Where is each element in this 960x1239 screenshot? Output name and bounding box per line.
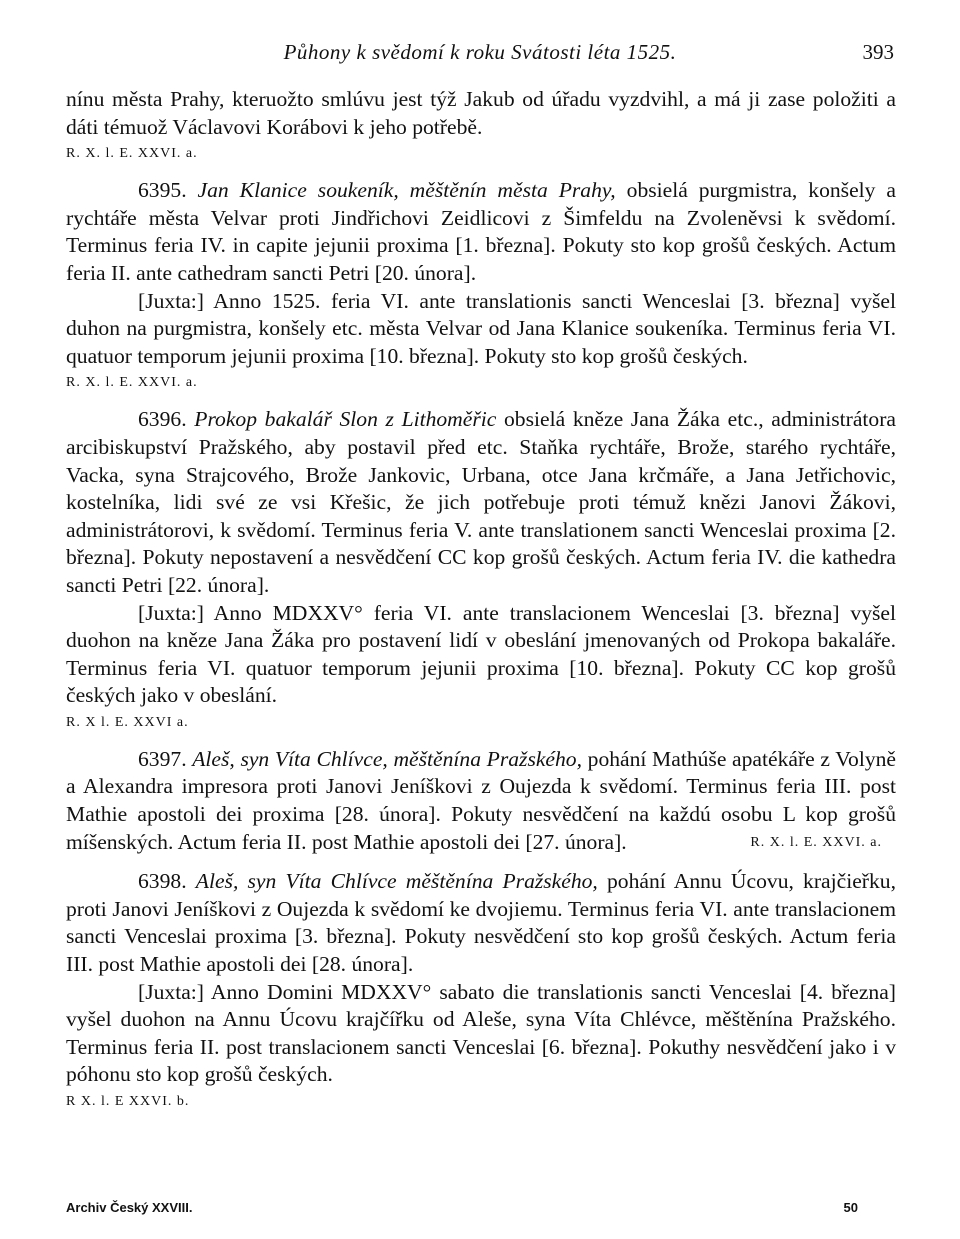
- sheet-number: 50: [843, 1200, 858, 1215]
- paragraph: [Juxta:] Anno MDXXV° feria VI. ante translacionem Wenceslai [3. března] vyšel duohon na kněze Jana Žáka pro postavení lidí v obeslání jmenovaných od Prokopa bakaláře. Terminus feria VI. quatuor temporum jejunii proxima [10. března]. Pokuty CC kop grošů českých jako v obeslání.: [66, 600, 896, 708]
- entry-person: Aleš, syn Víta Chlívce, měštěnína Pražského,: [192, 746, 583, 771]
- entry-number: 6398.: [138, 869, 187, 894]
- entry-6395: [66, 177, 896, 287]
- running-title: Půhony k svědomí k roku Svátosti léta 1525.: [283, 40, 677, 64]
- entry-text: obsielá kněze Jana Žáka etc., administrátora arcibiskupství Pražského, aby postavil před etc. Staňka rychtáře, Brože, starého rychtáře, Vacka, syna Strajcového, Brože Jankovic, Urbana, otce Jana krčmáře, a Jana Jetřichovic, kostelníka, lidi své ze vsi Křešic, že jich potřebuje proti témuž knězi Janovi Žákovi, administrátorovi, k svědomí. Terminus feria V. ante translationem sancti Wenceslai proxima [2. března]. Pokuty nepostavení a nesvědčení CC kop grošů českých. Actum feria IV. die kathedra sancti Petri [22. února].: [66, 407, 896, 597]
- entry-number: 6395.: [138, 178, 187, 203]
- entry-6396: [66, 406, 896, 599]
- archive-reference: R. X. l. E. XXVI. a.: [66, 146, 198, 162]
- paragraph: [Juxta:] Anno 1525. feria VI. ante translationis sancti Wenceslai [3. března] vyšel duhon na purgmistra, konšely etc. města Velvar od Jana Klanice soukeníka. Terminus feria VI. quatuor temporum jejunii proxima [10. března]. Pokuty sto kop grošů českých.: [66, 288, 896, 368]
- entry-text: pohání Annu Úcovu, krajčieřku, proti Janovi Jeníškovi z Oujezda k svědomí ke dvojiemu. Terminus feria VI. ante translacionem sancti Venceslai proxima [3. března]. Pokuty nesvědčení sto kop grošů českých. Actum feria III. post Mathie apostoli dei [28. února].: [66, 869, 896, 977]
- entry-6398: [66, 868, 896, 978]
- entry-text: pohání Mathúše apatékáře z Volyně a Alexandra impresora proti Janovi Jeníškovi z Oujezda k svědomí. Terminus feria III. post Mathie apostoli dei proxima [28. února]. Pokuty nesvědčení na každú osobu L kop grošů míšenských. Actum feria II. post Mathie apostoli dei [27. února].: [66, 746, 896, 854]
- archive-reference: R X. l. E XXVI. b.: [66, 1094, 190, 1109]
- page-footer: [66, 1200, 894, 1220]
- paragraph: nínu města Prahy, kteruožto smlúvu jest týž Jakub od úřadu vyzdvihl, a má ji zase položiti a dáti témuož Václavovi Korábovi k jeho potřebě.: [66, 87, 896, 139]
- paragraph: [Juxta:] Anno Domini MDXXV° sabato die translationis sancti Venceslai [4. března] vyšel duohon na Annu Úcovu krajčířku od Aleše, syna Víta Chlévce, měštěnína Pražského. Terminus feria II. post translacionem sancti Venceslai [6. března]. Pokuthy nesvědčení jako i v póhonu sto kop grošů českých.: [66, 979, 896, 1087]
- archive-reference: R. X. l. E. XXVI. a.: [750, 834, 882, 850]
- entry-person: Jan Klanice soukeník, měštěnín města Prahy,: [197, 178, 616, 203]
- main-text: [66, 86, 896, 1117]
- archive-reference: R. X l. E. XXVI a.: [66, 714, 189, 730]
- entry-number: 6397.: [138, 746, 187, 771]
- page-number: 393: [862, 40, 894, 64]
- entry-text: obsielá purgmistra, konšely a rychtáře města Velvar proti Jindřichovi Zeidlicovi z Šimfeldu na Zvoleněvsi k svědomí. Terminus feria IV. in capite jejunii proxima [1. března]. Pokuty sto kop grošů českých. Actum feria II. ante cathedram sancti Petri [20. února].: [66, 178, 896, 285]
- entry-6397: [66, 746, 896, 856]
- entry-person: Aleš, syn Víta Chlívce měštěnína Pražského,: [195, 869, 598, 894]
- entry-number: 6396.: [138, 407, 187, 432]
- archive-reference: R. X. l. E. XXVI. a.: [66, 375, 198, 391]
- sheet-signature: Archiv Český XXVIII.: [66, 1200, 193, 1215]
- running-header: [66, 40, 894, 70]
- entry-person: Prokop bakalář Slon z Lithoměřic: [194, 407, 497, 432]
